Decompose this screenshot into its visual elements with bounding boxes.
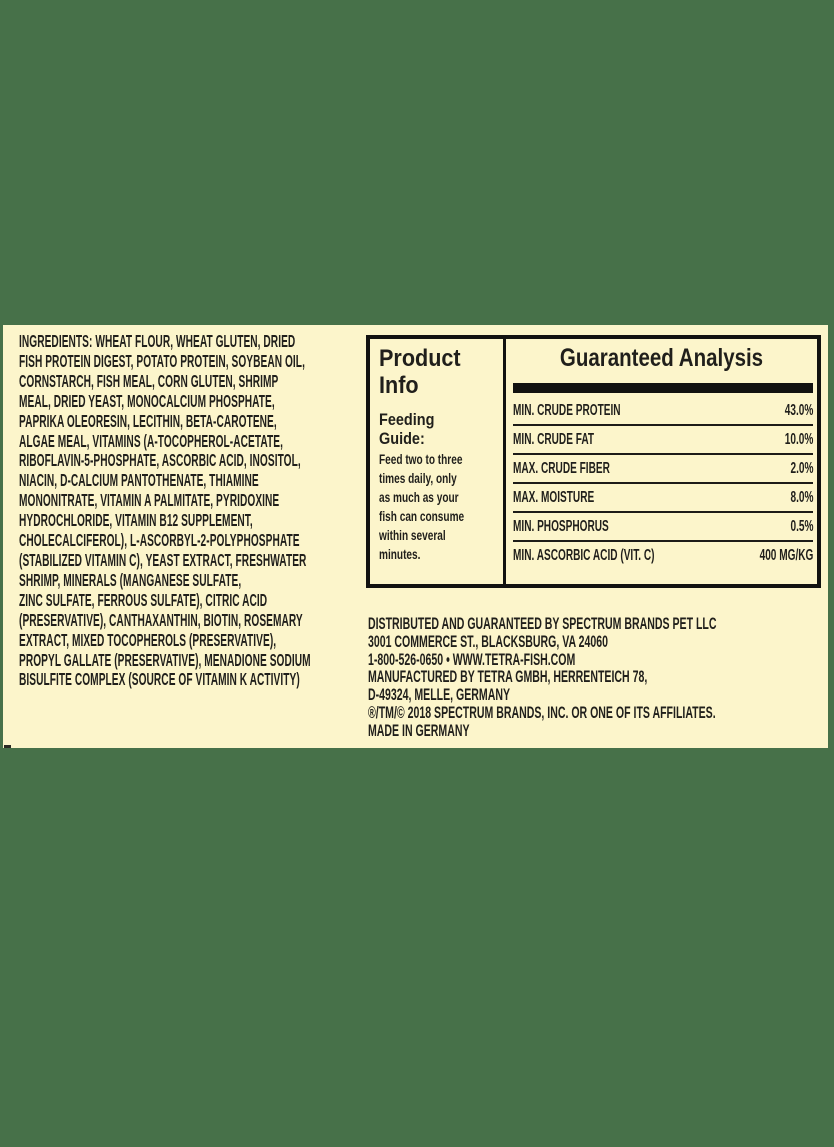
ingredients-block [19,332,379,690]
row-value: 400 MG/KG [759,547,813,564]
ingredients-line: SHRIMP, MINERALS (MANGANESE SULFATE, [19,569,242,590]
row-label: MIN. CRUDE PROTEIN [513,402,621,419]
print-artifact-mark [4,745,11,748]
feeding-guide-line: Feed two to three [379,451,463,467]
row-value: 43.0% [784,402,813,419]
feeding-guide-line: minutes. [379,546,421,562]
feeding-guide-heading [379,410,490,448]
row-label: MIN. CRUDE FAT [513,431,595,448]
distributor-line: 3001 COMMERCE ST., BLACKSBURG, VA 24060 [368,632,609,651]
ingredients-line: (STABILIZED VITAMIN C), YEAST EXTRACT, FRESHWATER [19,549,307,570]
distributor-line: 1-800-526-0650 • WWW.TETRA-FISH.COM [368,650,576,669]
table-row [513,513,813,542]
info-box [366,335,821,588]
distributor-block [368,616,803,741]
product-info-title [379,345,496,399]
feeding-guide-line: fish can consume [379,508,465,524]
distributor-line: DISTRIBUTED AND GUARANTEED BY SPECTRUM BRANDS PET LLC [368,615,717,633]
row-value: 8.0% [790,489,813,506]
row-value: 10.0% [784,431,813,448]
table-row [513,542,813,569]
ingredients-line: BISULFITE COMPLEX (SOURCE OF VITAMIN K ACTIVITY) [19,669,300,690]
feeding-guide-line: within several [379,527,446,543]
distributor-line: MADE IN GERMANY [368,721,470,740]
ingredients-line: CHOLECALCIFEROL), L-ASCORBYL-2-POLYPHOSPHATE [19,530,300,551]
ingredients-line: ZINC SULFATE, FERROUS SULFATE), CITRIC ACID [19,589,268,610]
guaranteed-analysis-title: Guaranteed Analysis [559,344,764,372]
ingredients-line: FISH PROTEIN DIGEST, POTATO PROTEIN, SOYBEAN OIL, [19,350,305,371]
row-label: MIN. PHOSPHORUS [513,518,609,535]
table-row [513,426,813,455]
ingredients-line: PAPRIKA OLEORESIN, LECITHIN, BETA-CAROTENE, [19,410,277,431]
ingredients-line: ALGAE MEAL, VITAMINS (A-TOCOPHEROL-ACETATE, [19,430,283,451]
feeding-guide-line: times daily, only [379,470,457,486]
row-label: MIN. ASCORBIC ACID (VIT. C) [513,547,655,564]
ingredients-line: MONONITRATE, VITAMIN A PALMITATE, PYRIDOXINE [19,490,280,511]
row-label: MAX. MOISTURE [513,489,595,506]
column-divider [503,339,506,584]
guaranteed-analysis-table [513,397,813,569]
product-info-title-line2: Info [379,372,419,399]
table-row [513,397,813,426]
row-value: 0.5% [790,518,813,535]
distributor-line: D-49324, MELLE, GERMANY [368,686,511,705]
feeding-guide-text [379,450,473,564]
feeding-guide-heading-line2: Guide: [379,429,425,448]
ingredients-line [19,332,379,352]
product-info-title-line1: Product [379,345,461,372]
ingredients-line: (PRESERVATIVE), CANTHAXANTHIN, BIOTIN, ROSEMARY [19,609,303,630]
row-value: 2.0% [790,460,813,477]
ingredients-line: NIACIN, D-CALCIUM PANTOTHENATE, THIAMINE [19,470,259,491]
table-row [513,484,813,513]
ingredients-line-text: WHEAT FLOUR, WHEAT GLUTEN, DRIED [95,331,296,351]
product-info-column [379,345,509,564]
table-row [513,455,813,484]
ingredients-line: EXTRACT, MIXED TOCOPHEROLS (PRESERVATIVE), [19,629,277,650]
row-label: MAX. CRUDE FIBER [513,460,610,477]
product-label [3,325,828,748]
feeding-guide-line: as much as your [379,489,459,505]
feeding-guide-heading-line1: Feeding [379,410,435,429]
ingredients-line: MEAL, DRIED YEAST, MONOCALCIUM PHOSPHATE, [19,390,275,411]
ingredients-heading: INGREDIENTS: [19,331,93,351]
ingredients-line: RIBOFLAVIN-5-PHOSPHATE, ASCORBIC ACID, INOSITOL, [19,450,301,471]
distributor-line: MANUFACTURED BY TETRA GMBH, HERRENTEICH 78, [368,668,648,687]
ingredients-line: PROPYL GALLATE (PRESERVATIVE), MENADIONE SODIUM [19,649,311,670]
guaranteed-analysis-bar [513,383,813,393]
ingredients-line: HYDROCHLORIDE, VITAMIN B12 SUPPLEMENT, [19,510,253,531]
distributor-line: ®/TM/© 2018 SPECTRUM BRANDS, INC. OR ONE OF ITS AFFILIATES. [368,703,716,722]
ingredients-line: CORNSTARCH, FISH MEAL, CORN GLUTEN, SHRIMP [19,370,279,391]
